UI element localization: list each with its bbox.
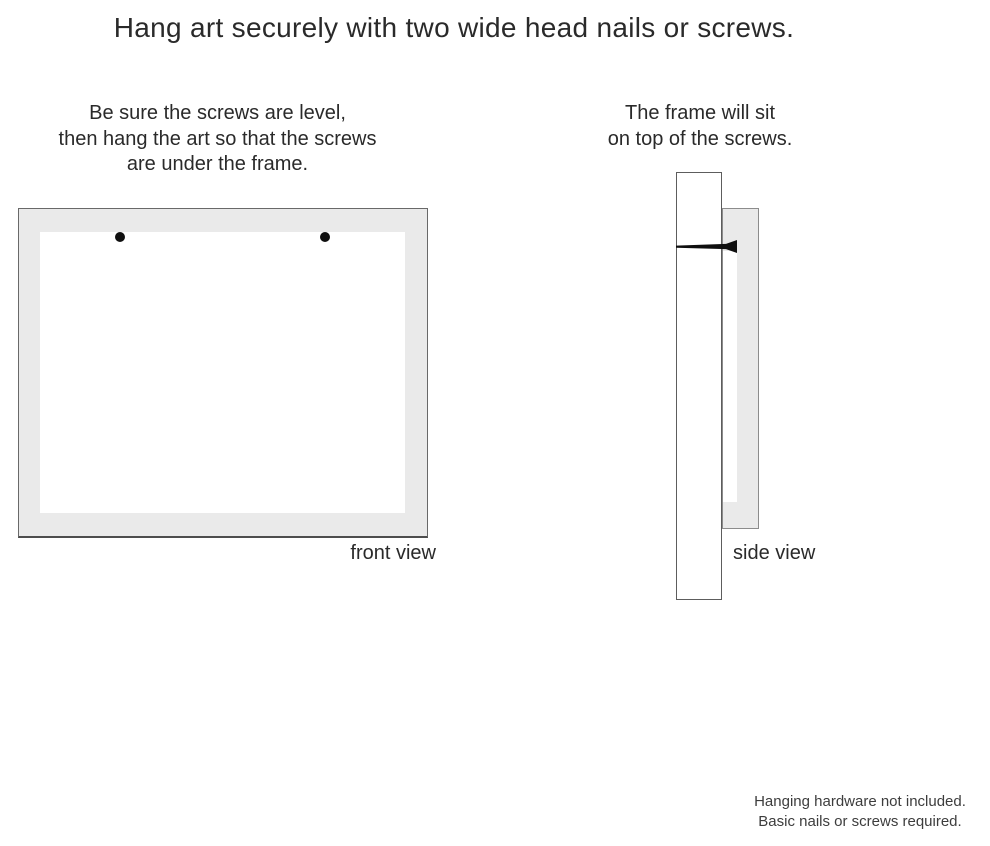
front-view-instruction bbox=[20, 101, 415, 178]
instruction-line: then hang the art so that the screws bbox=[58, 127, 377, 150]
instruction-line: on top of the screws. bbox=[607, 127, 793, 150]
screw-dot-right bbox=[320, 232, 330, 242]
instruction-line: are under the frame. bbox=[126, 153, 309, 175]
side-view-label: side view bbox=[733, 542, 816, 564]
nail-icon bbox=[670, 236, 745, 258]
instruction-line: The frame will sit bbox=[624, 102, 776, 124]
instruction-line: Be sure the screws are level, bbox=[89, 102, 346, 124]
page-title: Hang art securely with two wide head nails or screws. bbox=[113, 12, 795, 43]
hardware-footnote bbox=[730, 792, 990, 831]
footnote-line: Basic nails or screws required. bbox=[758, 812, 962, 830]
footnote-line: Hanging hardware not included. bbox=[754, 793, 966, 810]
front-view-artwork-area bbox=[40, 232, 405, 513]
side-view-instruction bbox=[550, 101, 850, 152]
side-view-frame-inner bbox=[723, 251, 737, 502]
screw-dot-left bbox=[115, 232, 125, 242]
front-view-label: front view bbox=[350, 542, 436, 564]
